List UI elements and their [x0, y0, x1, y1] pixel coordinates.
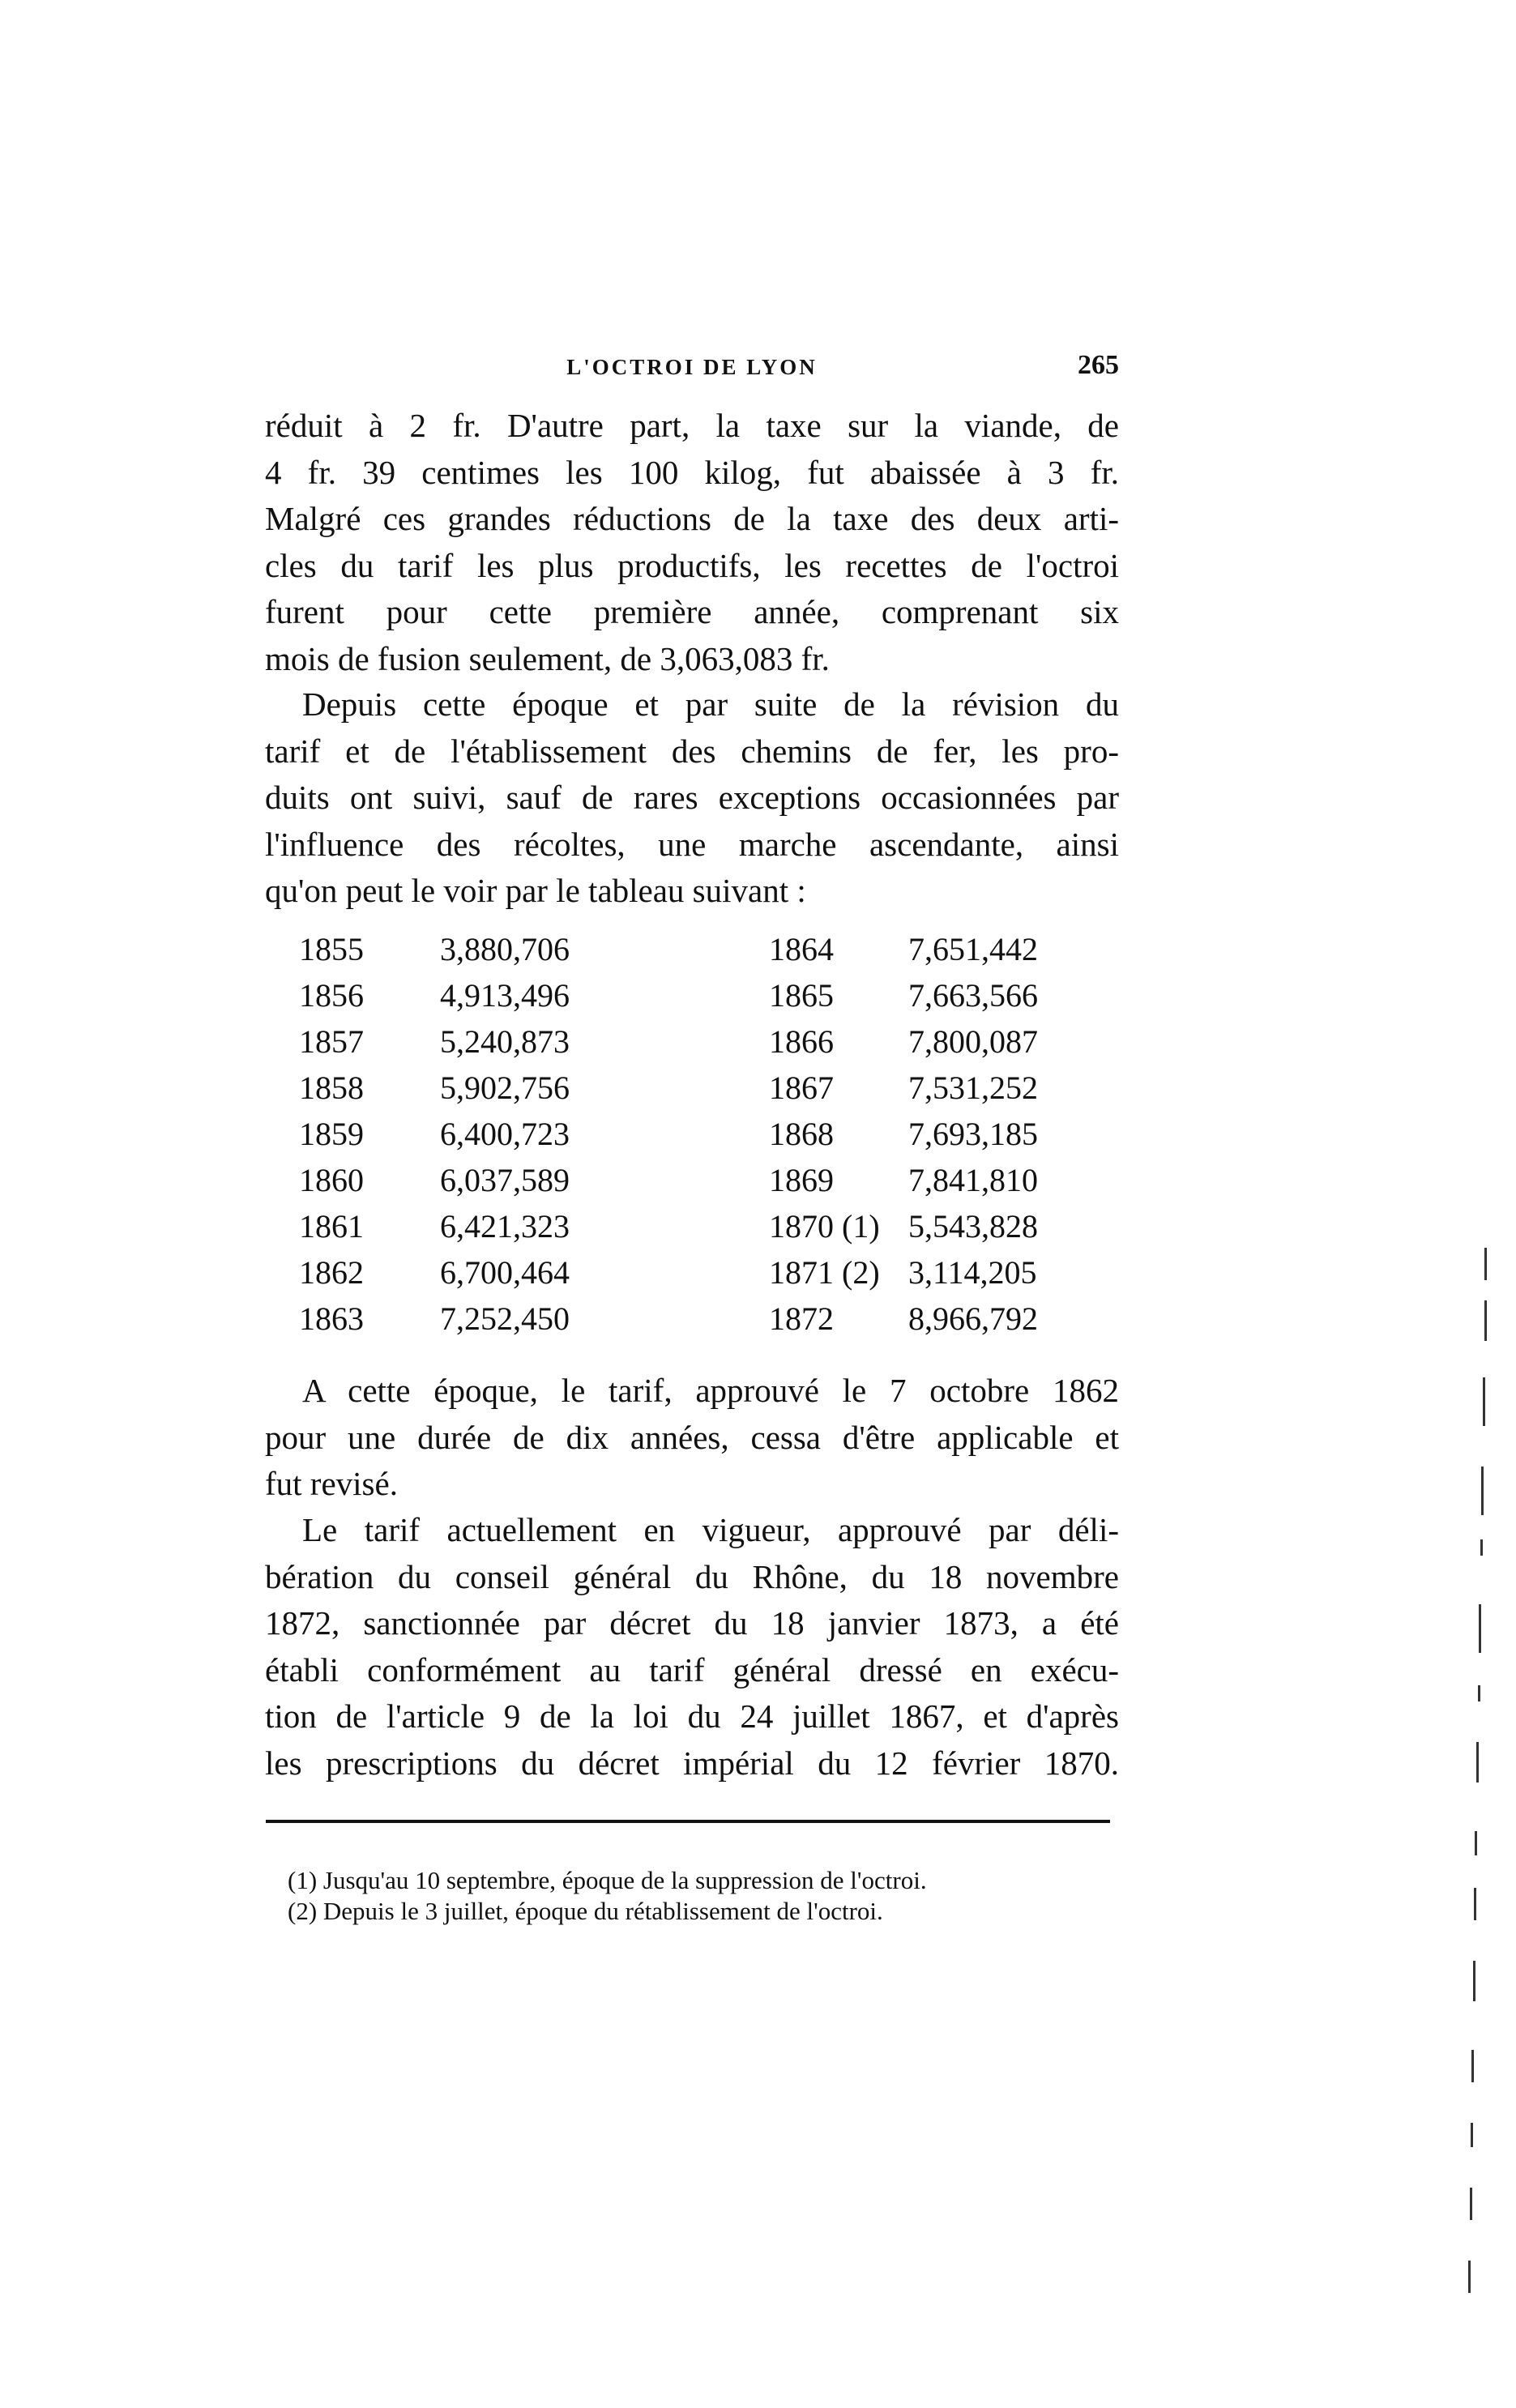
year-cell: 1863 — [299, 1300, 364, 1337]
table-row — [265, 930, 1119, 976]
scan-edge-mark — [1470, 2188, 1472, 2220]
scan-edge-mark — [1479, 1604, 1481, 1653]
text-line: Le tarif actuellement en vigueur, approuvé par déli- — [302, 1511, 1119, 1548]
text-line: Depuis cette époque et par suite de la révision du — [302, 685, 1119, 723]
scan-edge-mark — [1475, 1831, 1477, 1855]
footnote-2: (2) Depuis le 3 juillet, époque du rétablissement de l'octroi. — [288, 1897, 883, 1925]
year-cell: 1865 — [769, 977, 834, 1014]
text-line: l'influence des récoltes, une marche ascendante, ainsi — [265, 825, 1119, 863]
year-cell: 1870 (1) — [769, 1208, 880, 1245]
scan-edge-mark — [1474, 1888, 1476, 1920]
value-cell: 7,531,252 — [908, 1070, 1038, 1106]
year-cell: 1856 — [299, 977, 364, 1014]
value-cell: 3,114,205 — [908, 1254, 1037, 1291]
footnotes — [288, 1865, 927, 1927]
value-cell: 3,880,706 — [440, 931, 570, 967]
text-line: mois de fusion seulement, de 3,063,083 fr. — [265, 639, 830, 677]
text-line: furent pour cette première année, comprenant six — [265, 593, 1119, 630]
value-cell: 7,663,566 — [908, 977, 1038, 1014]
value-cell: 7,693,185 — [908, 1116, 1038, 1152]
year-cell: 1862 — [299, 1254, 364, 1291]
year-cell: 1864 — [769, 931, 834, 967]
text-line: qu'on peut le voir par le tableau suivant : — [265, 872, 806, 909]
year-cell: 1860 — [299, 1162, 364, 1198]
scan-edge-mark — [1473, 1961, 1475, 2001]
paragraph-4 — [265, 1507, 1119, 1787]
paragraph-1 — [265, 403, 1119, 682]
scan-edge-mark — [1483, 1377, 1485, 1426]
paragraph-3 — [265, 1368, 1119, 1508]
text-line: réduit à 2 fr. D'autre part, la taxe sur la viande, de — [265, 407, 1119, 444]
text-line: pour une durée de dix années, cessa d'être applicable et — [265, 1418, 1119, 1456]
running-head — [265, 350, 1119, 387]
value-cell: 5,902,756 — [440, 1070, 570, 1106]
year-cell: 1866 — [769, 1023, 834, 1060]
value-cell: 7,651,442 — [908, 931, 1038, 967]
value-cell: 7,800,087 — [908, 1023, 1038, 1060]
running-title: L'OCTROI DE LYON — [566, 355, 818, 379]
text-line: cles du tarif les plus productifs, les recettes de l'octroi — [265, 546, 1119, 584]
paragraph-2 — [265, 681, 1119, 915]
footnote-divider — [266, 1820, 1110, 1823]
scan-edge-mark — [1480, 1539, 1483, 1556]
table-row — [265, 1115, 1119, 1161]
year-cell: 1867 — [769, 1070, 834, 1106]
table-row — [265, 1207, 1119, 1253]
text-line: 4 fr. 39 centimes les 100 kilog, fut abaissée à 3 fr. — [265, 453, 1119, 491]
scan-edge-mark — [1468, 2261, 1471, 2293]
text-line: établi conformément au tarif général dressé en exécu- — [265, 1650, 1119, 1689]
year-cell: 1861 — [299, 1208, 364, 1245]
year-cell: 1859 — [299, 1116, 364, 1152]
year-cell: 1871 (2) — [769, 1254, 880, 1291]
scan-edge-mark — [1471, 2050, 1474, 2082]
scan-edge-mark — [1476, 1742, 1479, 1783]
table-row — [265, 1253, 1119, 1300]
text-line: les prescriptions du décret impérial du 12 février 1870. — [265, 1744, 1119, 1782]
table-row — [265, 1161, 1119, 1207]
scan-edge-mark — [1481, 1467, 1484, 1515]
year-cell: 1869 — [769, 1162, 834, 1198]
text-line: Malgré ces grandes réductions de la taxe des deux arti- — [265, 500, 1119, 537]
scan-edge-mark — [1484, 1300, 1487, 1341]
table-row — [265, 976, 1119, 1023]
text-line: tarif et de l'établissement des chemins de fer, les pro- — [265, 732, 1119, 770]
year-cell: 1855 — [299, 931, 364, 967]
year-cell: 1868 — [769, 1116, 834, 1152]
page-number: 265 — [1078, 350, 1119, 380]
value-cell: 6,400,723 — [440, 1116, 570, 1152]
value-cell: 6,037,589 — [440, 1162, 570, 1198]
value-cell: 7,252,450 — [440, 1300, 570, 1337]
year-cell: 1872 — [769, 1300, 834, 1337]
value-cell: 4,913,496 — [440, 977, 570, 1014]
text-line: 1872, sanctionnée par décret du 18 janvier 1873, a été — [265, 1604, 1119, 1642]
value-cell: 6,421,323 — [440, 1208, 570, 1245]
value-cell: 7,841,810 — [908, 1162, 1038, 1198]
table-row — [265, 1300, 1119, 1346]
scan-edge-mark — [1478, 1685, 1480, 1701]
text-line: tion de l'article 9 de la loi du 24 juillet 1867, et d'après — [265, 1697, 1119, 1735]
value-cell: 5,240,873 — [440, 1023, 570, 1060]
value-cell: 5,543,828 — [908, 1208, 1038, 1245]
value-cell: 6,700,464 — [440, 1254, 570, 1291]
year-cell: 1857 — [299, 1023, 364, 1060]
table-row — [265, 1023, 1119, 1069]
table-row — [265, 1069, 1119, 1115]
scan-edge-mark — [1484, 1248, 1487, 1280]
text-line: bération du conseil général du Rhône, du 18 novembre — [265, 1557, 1119, 1595]
footnote-1: (1) Jusqu'au 10 septembre, époque de la suppression de l'octroi. — [288, 1866, 927, 1894]
scan-edge-mark — [1471, 2123, 1473, 2147]
text-line: fut revisé. — [265, 1465, 398, 1502]
text-line: A cette époque, le tarif, approuvé le 7 octobre 1862 — [302, 1372, 1119, 1409]
value-cell: 8,966,792 — [908, 1300, 1038, 1337]
year-cell: 1858 — [299, 1070, 364, 1106]
text-line: duits ont suivi, sauf de rares exceptions occasionnées par — [265, 779, 1119, 816]
